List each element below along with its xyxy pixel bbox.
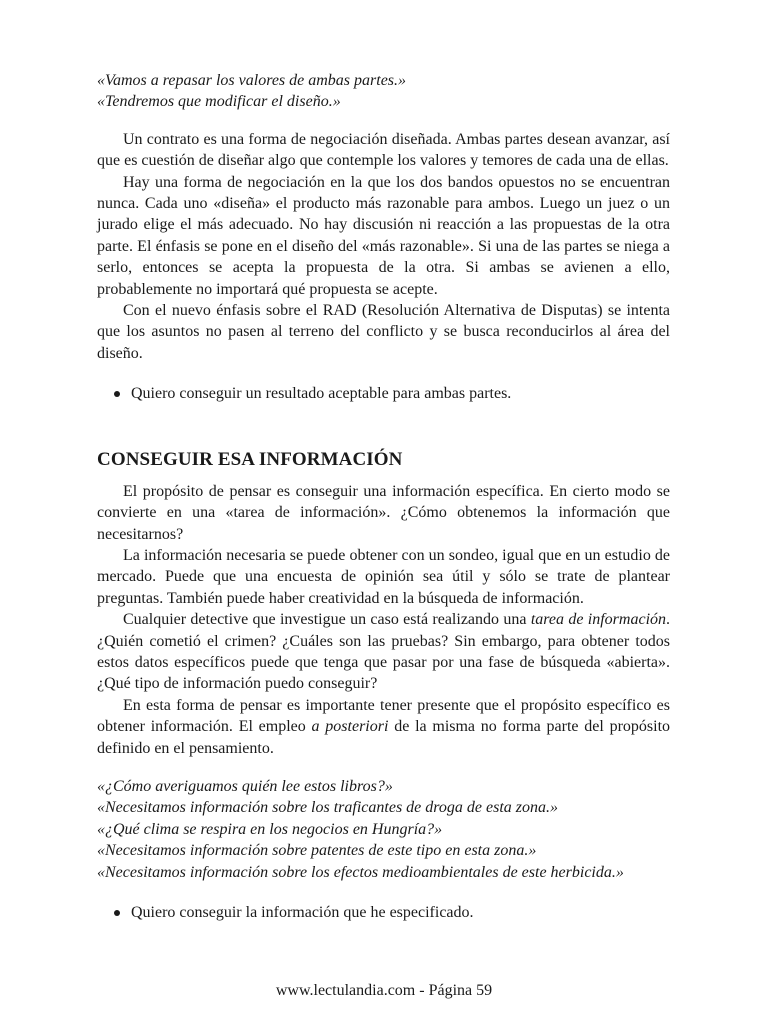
bullet-icon <box>114 391 120 397</box>
paragraph: Hay una forma de negociación en la que los dos bandos opuestos no se encuentran nunca. Cada uno «diseña» el producto más razonable para ambos. Luego un juez o un jurado elige el más adecuado. No hay discusión ni reacción a las propuestas de la otra parte. El énfasis se pone en el diseño del «más razonable». Si una de las partes se niega a serlo, entonces se acepta la propuesta de la otra. Si ambas se avienen a ello, probablemente no importará qué propuesta se acepte. <box>97 173 670 298</box>
paragraph <box>97 609 670 695</box>
paragraph: Con el nuevo énfasis sobre el RAD (Resolución Alternativa de Disputas) se intenta que los asuntos no pasen al terreno del conflicto y se busca reconducirlos al área del diseño. <box>97 302 670 362</box>
quote-line: «Necesitamos información sobre los traficantes de droga de esta zona.» <box>97 799 558 817</box>
paragraph-text: En esta forma de pensar es importante tener presente que el propósito específico es obtener información. El empleo <box>97 696 670 736</box>
paragraph <box>97 695 670 759</box>
quote-block-top <box>97 70 670 113</box>
bullet-icon <box>114 910 120 916</box>
section-heading: CONSEGUIR ESA INFORMACIÓN <box>97 448 403 470</box>
quote-line: «Necesitamos información sobre patentes de este tipo en esta zona.» <box>97 842 537 860</box>
paragraph: Un contrato es una forma de negociación diseñada. Ambas partes desean avanzar, así que es cuestión de diseñar algo que contemple los valores y temores de cada una de ellas. <box>97 130 670 170</box>
quote-line: «Tendremos que modificar el diseño.» <box>97 93 341 111</box>
bullet-text: Quiero conseguir la información que he especificado. <box>131 904 474 921</box>
paragraph: El propósito de pensar es conseguir una información específica. En cierto modo se convierte en una «tarea de información». ¿Cómo obtenemos la información que necesitarnos? <box>97 482 670 543</box>
quote-line: «Vamos a repasar los valores de ambas partes.» <box>97 72 407 89</box>
paragraph-text: . ¿Quién cometió el crimen? ¿Cuáles son las pruebas? Sin embargo, para obtener todos estos datos específicos puede que tenga que pasar por una fase de búsqueda «abierta». ¿Qué tipo de información puedo conseguir? <box>97 611 671 693</box>
emphasis-text: tarea de información <box>530 611 667 629</box>
quote-block-examples <box>97 776 670 883</box>
bullet-text: Quiero conseguir un resultado aceptable para ambas partes. <box>131 385 512 403</box>
paragraph: La información necesaria se puede obtener con un sondeo, igual que en un estudio de mercado. Puede que una encuesta de opinión sea útil y sólo se trate de plantear preguntas. También puede haber creatividad en la búsqueda de información. <box>97 546 670 607</box>
emphasis-text: a posteriori <box>311 718 389 736</box>
quote-line: «Necesitamos información sobre los efectos medioambientales de este herbicida.» <box>97 863 624 881</box>
quote-line: «¿Qué clima se respira en los negocios en Hungría?» <box>97 820 443 838</box>
paragraph-text: de la misma no forma parte del propósito definido en el pensamiento. <box>97 718 671 757</box>
quote-line: «¿Cómo averiguamos quién lee estos libros?» <box>97 777 393 795</box>
bullet-item <box>97 902 670 923</box>
page-footer: www.lectulandia.com - Página 59 <box>275 982 493 999</box>
bullet-item <box>97 383 670 404</box>
paragraph-text: Cualquier detective que investigue un caso está realizando una <box>123 611 531 629</box>
bullet-list <box>97 902 670 923</box>
page-content <box>97 70 670 923</box>
bullet-list <box>97 383 670 404</box>
